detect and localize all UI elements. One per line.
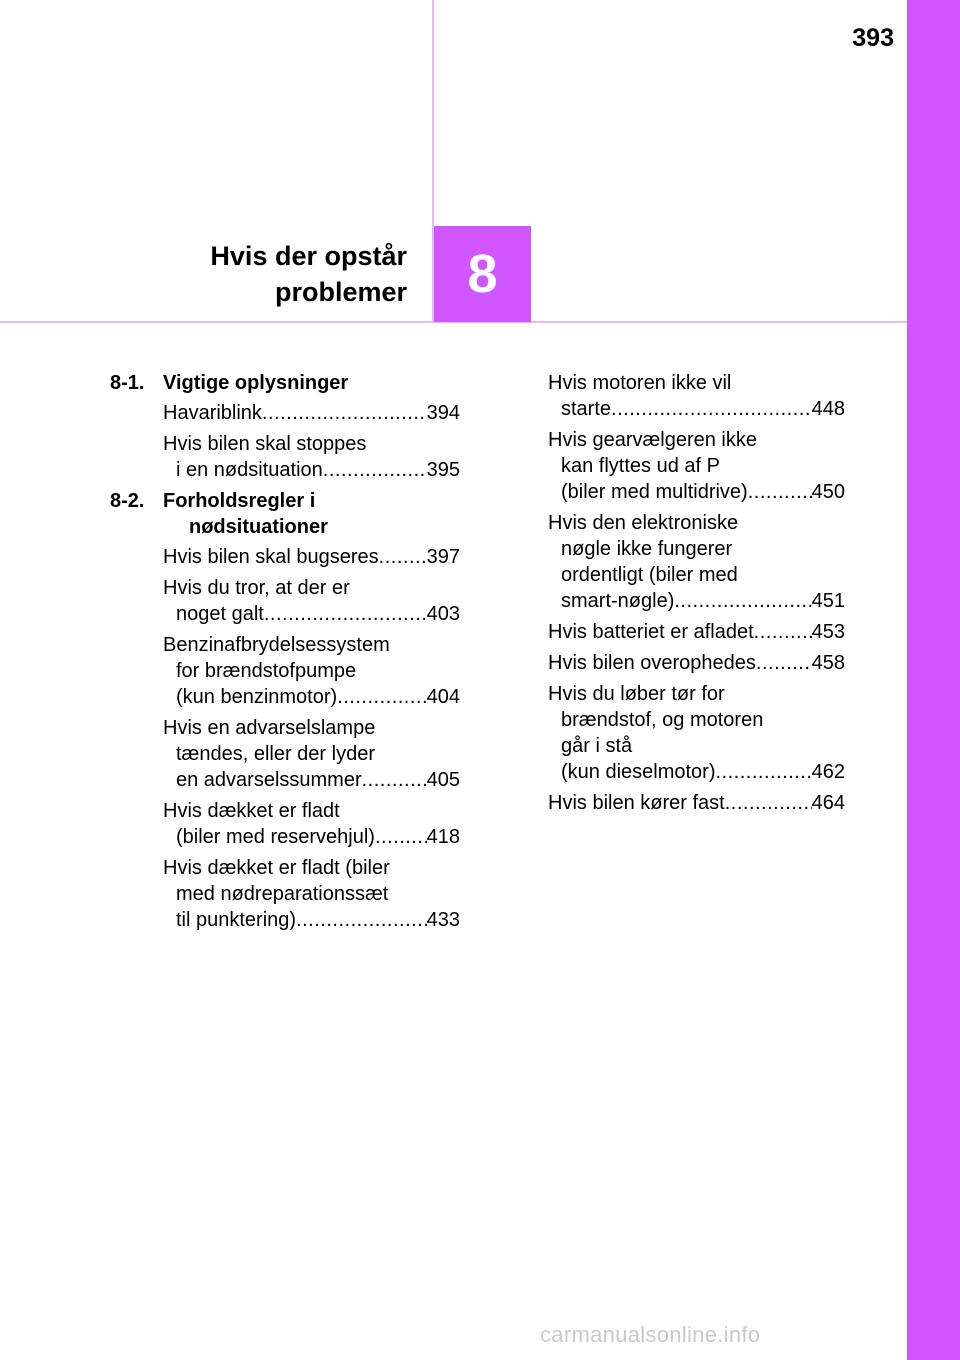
dot-leader bbox=[296, 907, 427, 933]
toc-entry-last-line bbox=[163, 457, 460, 483]
toc-entry-text: Hvis motoren ikke vil bbox=[548, 372, 732, 394]
toc-entry-last-line bbox=[548, 479, 845, 505]
toc-entry[interactable] bbox=[163, 632, 460, 710]
page-number: 393 bbox=[852, 24, 894, 52]
toc-entry-text: (kun benzinmotor) bbox=[176, 686, 338, 708]
toc-entry-text: tændes, eller der lyder bbox=[176, 743, 375, 765]
toc-entry-text: (biler med reservehjul) bbox=[176, 826, 375, 848]
toc-entry-text: Hvis en advarselslampe bbox=[163, 717, 376, 739]
toc-entry-text: nøgle ikke fungerer bbox=[561, 538, 733, 560]
toc-entry-last-line bbox=[548, 619, 845, 645]
toc-entry-text: starte bbox=[561, 398, 612, 420]
section-heading bbox=[110, 488, 460, 540]
toc-entry-text: Hvis den elektroniske bbox=[548, 512, 739, 534]
toc-page-number: 433 bbox=[426, 909, 460, 931]
toc-page-number: 458 bbox=[811, 652, 845, 674]
toc-entry-text: for brændstofpumpe bbox=[176, 660, 357, 682]
toc-page-number: 462 bbox=[811, 761, 845, 783]
toc-entry-text: Hvis du tror, at der er bbox=[163, 577, 350, 599]
section-title bbox=[163, 370, 460, 396]
toc-entry-text: Hvis bilen skal bugseres bbox=[163, 546, 379, 568]
toc-entry-text: i en nødsituation bbox=[176, 459, 323, 481]
dot-leader bbox=[375, 824, 427, 850]
toc-entry-text: Hvis bilen kører fast bbox=[548, 792, 725, 814]
toc-entry-last-line bbox=[548, 396, 845, 422]
toc-entry[interactable] bbox=[548, 681, 845, 785]
toc-entry[interactable] bbox=[548, 370, 845, 422]
toc-entry-last-line bbox=[163, 400, 460, 426]
dot-leader bbox=[362, 767, 427, 793]
toc-page-number: 395 bbox=[426, 459, 460, 481]
toc-entry-text: Havariblink bbox=[163, 402, 262, 424]
toc-entry[interactable] bbox=[163, 798, 460, 850]
toc-entry-last-line bbox=[163, 601, 460, 627]
section-number: 8-2. bbox=[110, 490, 145, 512]
chapter-title-line: problemer bbox=[274, 277, 407, 307]
toc-entry-text: Hvis bilen skal stoppes bbox=[163, 433, 367, 455]
toc-entry-last-line bbox=[548, 588, 845, 614]
toc-entry-text: smart-nøgle) bbox=[561, 590, 675, 612]
toc-entry-text: noget galt bbox=[176, 603, 264, 625]
toc-entry-last-line bbox=[163, 824, 460, 850]
watermark: carmanualsonline.info bbox=[540, 1322, 761, 1347]
dot-leader bbox=[756, 650, 812, 676]
toc-entry-text: går i stå bbox=[561, 735, 633, 757]
toc-page-number: 451 bbox=[811, 590, 845, 612]
toc-entry-text: (kun dieselmotor) bbox=[561, 761, 716, 783]
toc-entry-text: Hvis bilen overophedes bbox=[548, 652, 756, 674]
dot-leader bbox=[379, 544, 427, 570]
toc-entry-last-line bbox=[548, 759, 845, 785]
toc-entry-text: Hvis gearvælgeren ikke bbox=[548, 429, 757, 451]
toc-page-number: 394 bbox=[426, 402, 460, 424]
toc-entry-text: Hvis dækket er fladt bbox=[163, 800, 340, 822]
toc-entry-text: til punktering) bbox=[176, 909, 297, 931]
toc-entry[interactable] bbox=[163, 400, 460, 426]
toc-page-number: 448 bbox=[811, 398, 845, 420]
section-heading bbox=[110, 370, 460, 396]
toc-entry[interactable] bbox=[163, 575, 460, 627]
toc-page-number: 418 bbox=[426, 826, 460, 848]
toc-page-number: 405 bbox=[426, 769, 460, 791]
toc-entry[interactable] bbox=[548, 510, 845, 614]
toc-entry-text: en advarselssummer bbox=[176, 769, 362, 791]
dot-leader bbox=[323, 457, 427, 483]
toc-entry-last-line bbox=[548, 790, 845, 816]
toc-entry[interactable] bbox=[548, 650, 845, 676]
dot-leader bbox=[748, 479, 812, 505]
chapter-title-line: Hvis der opstår bbox=[210, 241, 407, 271]
dot-leader bbox=[725, 790, 812, 816]
toc-entry-last-line bbox=[163, 544, 460, 570]
toc-entry-text: ordentligt (biler med bbox=[561, 564, 738, 586]
toc-entry[interactable] bbox=[163, 544, 460, 570]
toc-right-column bbox=[548, 370, 845, 821]
dot-leader bbox=[674, 588, 811, 614]
toc-entry-text: brændstof, og motoren bbox=[561, 709, 764, 731]
dot-leader bbox=[611, 396, 812, 422]
dot-leader bbox=[754, 619, 812, 645]
section-title-line: nødsituationer bbox=[189, 516, 328, 538]
toc-entry[interactable] bbox=[548, 790, 845, 816]
dot-leader bbox=[262, 400, 427, 426]
toc-entry-text: kan flyttes ud af P bbox=[561, 455, 720, 477]
toc-entry-text: (biler med multidrive) bbox=[561, 481, 748, 503]
toc-entry-text: Hvis batteriet er afladet bbox=[548, 621, 754, 643]
toc-left-column bbox=[110, 370, 460, 938]
toc-entry-text: med nødreparationssæt bbox=[176, 883, 389, 905]
chapter-title bbox=[210, 238, 407, 310]
section-title bbox=[163, 488, 460, 540]
dot-leader bbox=[716, 759, 812, 785]
toc-entry[interactable] bbox=[548, 427, 845, 505]
section-title-line: Forholdsregler i bbox=[163, 490, 316, 512]
toc-entry[interactable] bbox=[548, 619, 845, 645]
toc-entry-last-line bbox=[163, 684, 460, 710]
toc-page-number: 450 bbox=[811, 481, 845, 503]
toc-entry[interactable] bbox=[163, 855, 460, 933]
toc-entry-last-line bbox=[163, 907, 460, 933]
side-chapter-tab bbox=[907, 0, 960, 1360]
toc-entry[interactable] bbox=[163, 715, 460, 793]
toc-page-number: 453 bbox=[811, 621, 845, 643]
toc-page-number: 397 bbox=[426, 546, 460, 568]
toc-entry-text: Benzinafbrydelsessystem bbox=[163, 634, 390, 656]
section-title-line: Vigtige oplysninger bbox=[163, 372, 349, 394]
toc-entry-last-line bbox=[163, 767, 460, 793]
section-number: 8-1. bbox=[110, 372, 145, 394]
chapter-number: 8 bbox=[467, 244, 498, 304]
toc-entry-text: Hvis dækket er fladt (biler bbox=[163, 857, 390, 879]
dot-leader bbox=[264, 601, 427, 627]
toc-entry-text: Hvis du løber tør for bbox=[548, 683, 725, 705]
toc-page-number: 464 bbox=[811, 792, 845, 814]
toc-entry[interactable] bbox=[163, 431, 460, 483]
chapter-number-box bbox=[434, 226, 531, 322]
toc-page-number: 403 bbox=[426, 603, 460, 625]
toc-entry-last-line bbox=[548, 650, 845, 676]
toc-page-number: 404 bbox=[426, 686, 460, 708]
dot-leader bbox=[337, 684, 426, 710]
